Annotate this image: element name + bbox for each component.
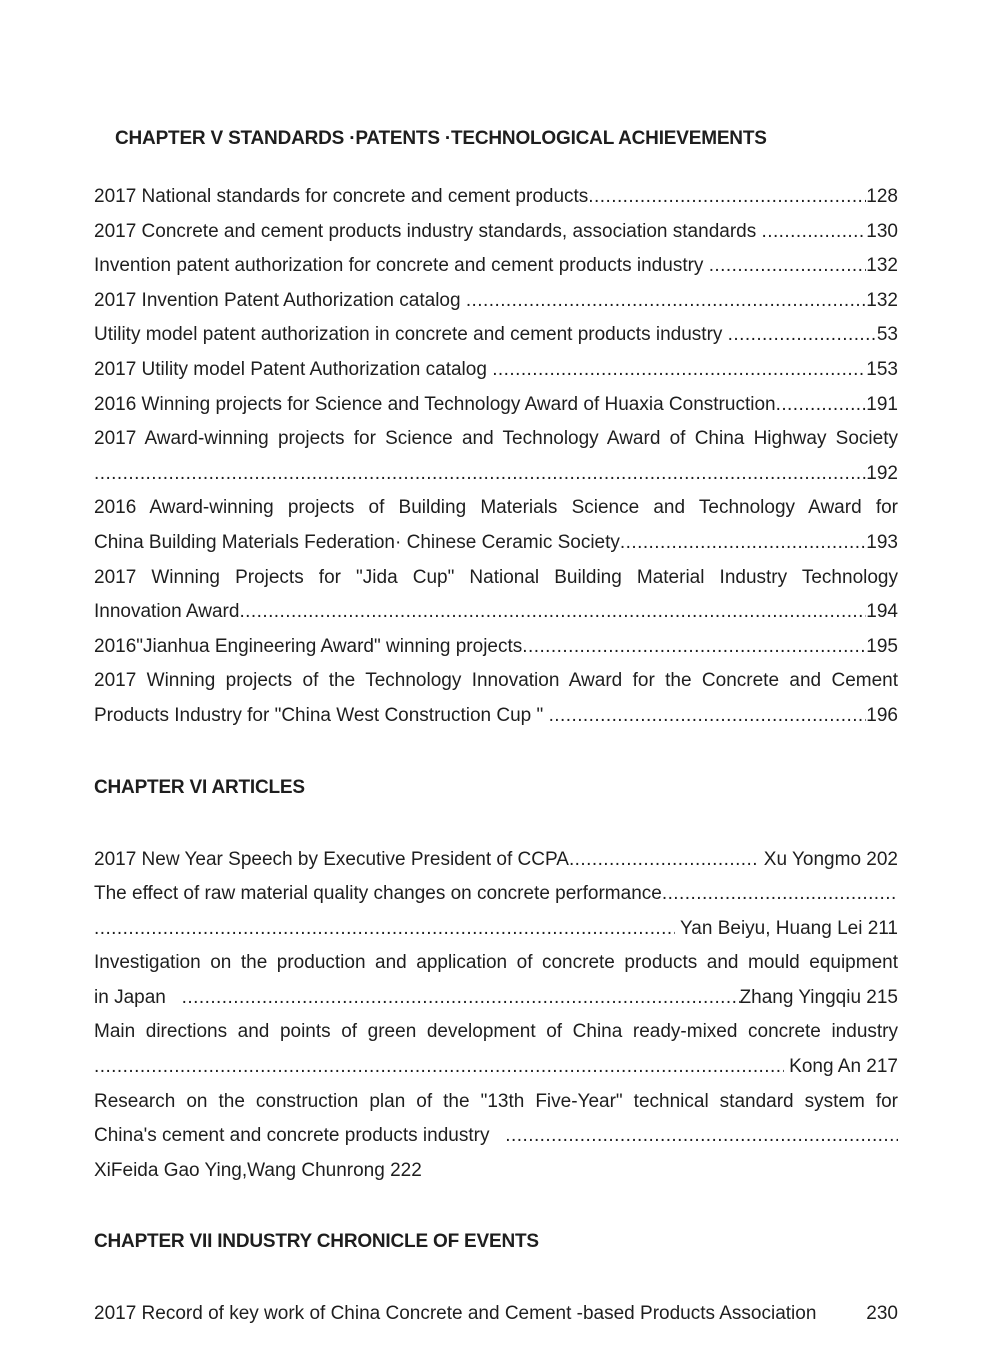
toc-entries bbox=[94, 180, 898, 734]
page-number: 192 bbox=[866, 462, 898, 484]
toc-entry-line: 2017 Winning Projects for "Jida Cup" National Building Material Industry Technology bbox=[94, 566, 898, 588]
dot-leader bbox=[522, 630, 866, 665]
toc-entry-line bbox=[94, 1050, 898, 1085]
toc-entry-line bbox=[94, 981, 898, 1016]
dot-leader bbox=[709, 249, 867, 284]
toc-entry-line bbox=[94, 457, 898, 492]
dot-leader bbox=[94, 912, 675, 947]
dot-leader bbox=[505, 1119, 898, 1154]
page-number: 230 bbox=[866, 1303, 898, 1325]
toc-entry-line: 2016 Award-winning projects of Building Materials Science and Technology Award for bbox=[94, 497, 898, 519]
dot-leader bbox=[762, 215, 867, 250]
dot-leader bbox=[492, 353, 866, 388]
toc-entry-line bbox=[94, 1297, 898, 1332]
page-number: 194 bbox=[866, 601, 898, 623]
entry-title: 2016 Winning projects for Science and Technology Award of Huaxia Construction bbox=[94, 393, 776, 415]
toc-entry-line bbox=[94, 1119, 898, 1154]
toc-entry-line bbox=[94, 180, 898, 215]
page-number: 193 bbox=[866, 531, 898, 553]
entry-title: Products Industry for "China West Construction Cup " bbox=[94, 704, 549, 726]
dot-leader bbox=[239, 595, 866, 630]
page-number: Xu Yongmo 202 bbox=[758, 848, 898, 870]
toc-section bbox=[94, 121, 898, 734]
entry-title: China's cement and concrete products industry bbox=[94, 1125, 506, 1147]
toc-entry-line bbox=[94, 595, 898, 630]
toc-section bbox=[94, 770, 898, 1189]
toc-section bbox=[94, 1224, 898, 1332]
toc-entry-line bbox=[94, 215, 898, 250]
dot-leader bbox=[182, 981, 740, 1016]
toc-entry-line bbox=[94, 843, 898, 878]
chapter-heading: CHAPTER VII INDUSTRY CHRONICLE OF EVENTS bbox=[94, 1231, 539, 1253]
toc-entry-line bbox=[94, 699, 898, 734]
page-number: 153 bbox=[866, 358, 898, 380]
page-number: 196 bbox=[866, 704, 898, 726]
page-number: 130 bbox=[866, 220, 898, 242]
page-number: Yan Beiyu, Huang Lei 211 bbox=[675, 917, 898, 939]
entry-title: Invention patent authorization for concrete and cement products industry bbox=[94, 255, 709, 277]
dot-leader bbox=[569, 843, 759, 878]
page-number: 195 bbox=[866, 635, 898, 657]
page-number: 132 bbox=[866, 255, 898, 277]
toc-entry-line bbox=[94, 912, 898, 947]
entry-title: Innovation Award bbox=[94, 601, 240, 623]
toc-content bbox=[94, 121, 898, 1332]
toc-entry-line bbox=[94, 284, 898, 319]
entry-title: 2017 Concrete and cement products industry standards, association standards bbox=[94, 220, 762, 242]
entry-title: in Japan bbox=[94, 986, 182, 1008]
toc-entry-line: Research on the construction plan of the "13th Five-Year" technical standard system for bbox=[94, 1090, 898, 1112]
dot-leader bbox=[466, 284, 866, 319]
toc-entry-line bbox=[94, 318, 898, 353]
page-number: 191 bbox=[866, 393, 898, 415]
toc-entry-line bbox=[94, 353, 898, 388]
toc-entry-line bbox=[94, 388, 898, 423]
entry-title: Utility model patent authorization in concrete and cement products industry bbox=[94, 324, 728, 346]
toc-entry-line bbox=[94, 526, 898, 561]
dot-leader bbox=[620, 526, 866, 561]
entry-title: 2017 National standards for concrete and cement products bbox=[94, 186, 589, 207]
page-number: 53 bbox=[876, 324, 898, 346]
toc-entries bbox=[94, 1297, 898, 1332]
dot-leader bbox=[549, 699, 867, 734]
toc-entries bbox=[94, 843, 898, 1189]
chapter-heading: CHAPTER V STANDARDS ·PATENTS ·TECHNOLOGICAL ACHIEVEMENTS bbox=[115, 128, 767, 149]
toc-entry-line: 2017 Winning projects of the Technology Innovation Award for the Concrete and Cement bbox=[94, 670, 898, 692]
toc-entry-line: Investigation on the production and application of concrete products and mould equipment bbox=[94, 952, 898, 974]
entry-title: 2017 New Year Speech by Executive President of CCPA bbox=[94, 848, 569, 870]
dot-leader bbox=[588, 180, 866, 215]
toc-entry-line: XiFeida Gao Ying,Wang Chunrong 222 bbox=[94, 1159, 422, 1181]
page-number: 132 bbox=[866, 289, 898, 311]
entry-title: 2017 Record of key work of China Concrete and Cement -based Products Association bbox=[94, 1303, 817, 1325]
entry-title: China Building Materials Federation· Chinese Ceramic Society bbox=[94, 531, 620, 553]
toc-entry-line: Main directions and points of green development of China ready-mixed concrete industry bbox=[94, 1021, 898, 1043]
toc-entry-line: 2017 Award-winning projects for Science and Technology Award of China Highway Society bbox=[94, 428, 898, 450]
page-number: Kong An 217 bbox=[783, 1056, 898, 1078]
chapter-heading: CHAPTER VI ARTICLES bbox=[94, 776, 305, 798]
dot-leader bbox=[94, 457, 866, 492]
entry-title: The effect of raw material quality changes on concrete performance bbox=[94, 883, 662, 905]
entry-title: 2017 Utility model Patent Authorization catalog bbox=[94, 358, 493, 380]
entry-title: 2017 Invention Patent Authorization catalog bbox=[94, 289, 466, 311]
dot-leader bbox=[728, 318, 877, 353]
entry-title: 2016"Jianhua Engineering Award" winning projects bbox=[94, 635, 523, 657]
dot-leader bbox=[776, 388, 867, 423]
dot-leader bbox=[94, 1050, 784, 1085]
toc-entry-line bbox=[94, 249, 898, 284]
toc-entry-line bbox=[94, 877, 898, 912]
toc-entry-line bbox=[94, 630, 898, 665]
page-number: Zhang Yingqiu 215 bbox=[739, 986, 898, 1008]
page-number: 128 bbox=[866, 186, 898, 207]
dot-leader bbox=[662, 877, 898, 912]
